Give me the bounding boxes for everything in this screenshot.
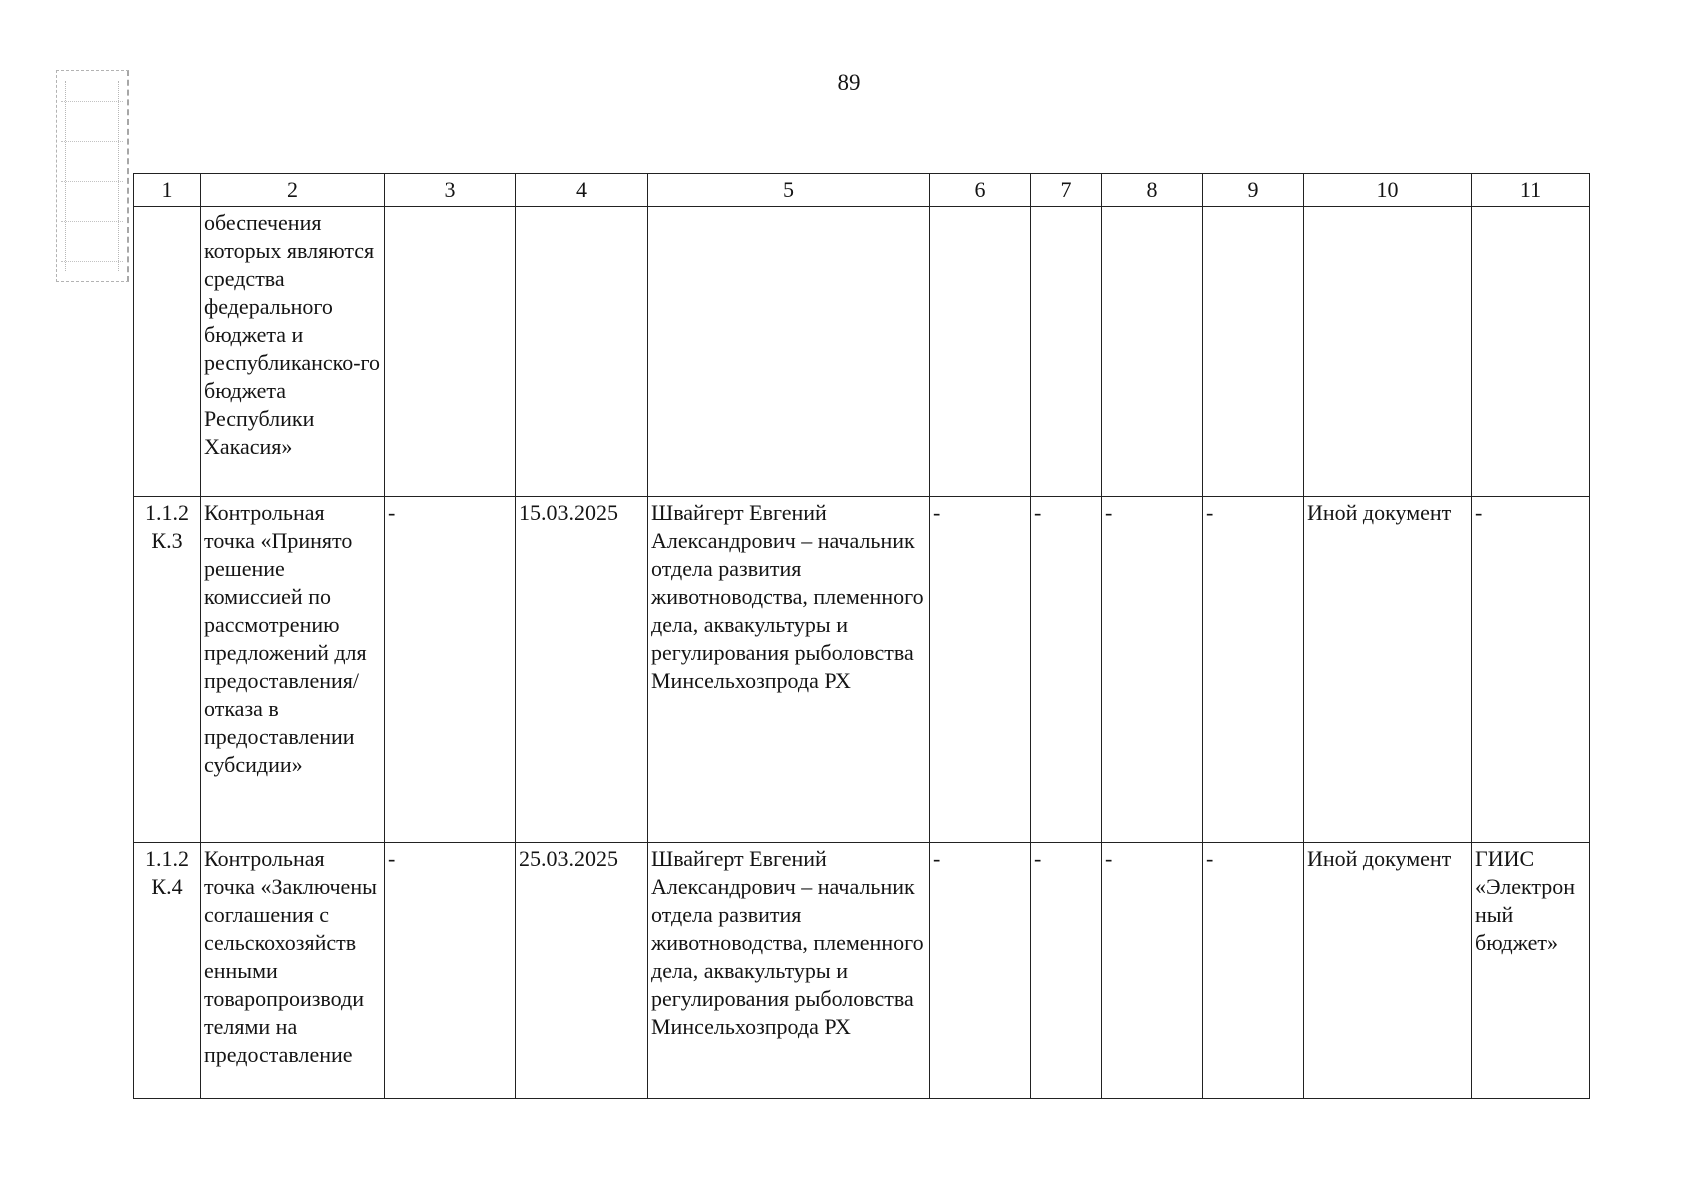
stamp-line [61, 261, 123, 262]
table-row [134, 207, 1590, 497]
cell-date [516, 207, 648, 497]
cell-document: Иной документ [1304, 497, 1472, 843]
page-number: 89 [837, 70, 861, 95]
cell-responsible: Швайгерт Евгений Александрович – начальник отдела развития животноводства, племенного дела, аквакультуры и регулирования рыболовства Минсельхозпрода РХ [648, 497, 930, 843]
cell-document: Иной документ [1304, 843, 1472, 1099]
cell-col-9: - [1203, 843, 1304, 1099]
header-cell-8: 8 [1102, 174, 1203, 207]
stamp-line [61, 101, 123, 102]
cell-col-7: - [1031, 497, 1102, 843]
header-cell-2: 2 [201, 174, 385, 207]
cell-col-8: - [1102, 497, 1203, 843]
header-cell-6: 6 [930, 174, 1031, 207]
cell-col-8: - [1102, 843, 1203, 1099]
table-row [134, 497, 1590, 843]
cell-col-3 [385, 207, 516, 497]
plan-table [133, 173, 1590, 1099]
cell-col-6 [930, 207, 1031, 497]
header-row [134, 174, 1590, 207]
table-row [134, 843, 1590, 1099]
header-cell-7: 7 [1031, 174, 1102, 207]
stamp-line [61, 141, 123, 142]
header-cell-11: 11 [1472, 174, 1590, 207]
header-cell-5: 5 [648, 174, 930, 207]
header-cell-1: 1 [134, 174, 201, 207]
stamp-frame [65, 81, 119, 271]
cell-date: 25.03.2025 [516, 843, 648, 1099]
cell-col-6: - [930, 497, 1031, 843]
cell-code: 1.1.2 К.4 [134, 843, 201, 1099]
cell-name: Контрольная точка «Заключены соглашения с сельскохозяйств енными товаропроизводи телями на предоставление [201, 843, 385, 1099]
cell-col-9 [1203, 207, 1304, 497]
archive-stamp [56, 70, 129, 282]
cell-date: 15.03.2025 [516, 497, 648, 843]
cell-col-3: - [385, 843, 516, 1099]
cell-col-9: - [1203, 497, 1304, 843]
cell-col-8 [1102, 207, 1203, 497]
header-cell-9: 9 [1203, 174, 1304, 207]
cell-system: - [1472, 497, 1590, 843]
cell-system: ГИИС «Электрон ный бюджет» [1472, 843, 1590, 1099]
cell-responsible: Швайгерт Евгений Александрович – начальник отдела развития животноводства, племенного дела, аквакультуры и регулирования рыболовства Минсельхозпрода РХ [648, 843, 930, 1099]
cell-col-7 [1031, 207, 1102, 497]
cell-code: 1.1.2 К.3 [134, 497, 201, 843]
cell-name: Контрольная точка «Принято решение комиссией по рассмотрению предложений для предоставления/ отказа в предоставлении субсидии» [201, 497, 385, 843]
cell-document [1304, 207, 1472, 497]
cell-code [134, 207, 201, 497]
cell-responsible [648, 207, 930, 497]
header-cell-3: 3 [385, 174, 516, 207]
header-cell-4: 4 [516, 174, 648, 207]
stamp-line [61, 221, 123, 222]
cell-col-3: - [385, 497, 516, 843]
stamp-line [61, 181, 123, 182]
cell-system [1472, 207, 1590, 497]
cell-name: обеспечения которых являются средства федерального бюджета и республиканско-го бюджета Республики Хакасия» [201, 207, 385, 497]
cell-col-7: - [1031, 843, 1102, 1099]
cell-col-6: - [930, 843, 1031, 1099]
header-cell-10: 10 [1304, 174, 1472, 207]
